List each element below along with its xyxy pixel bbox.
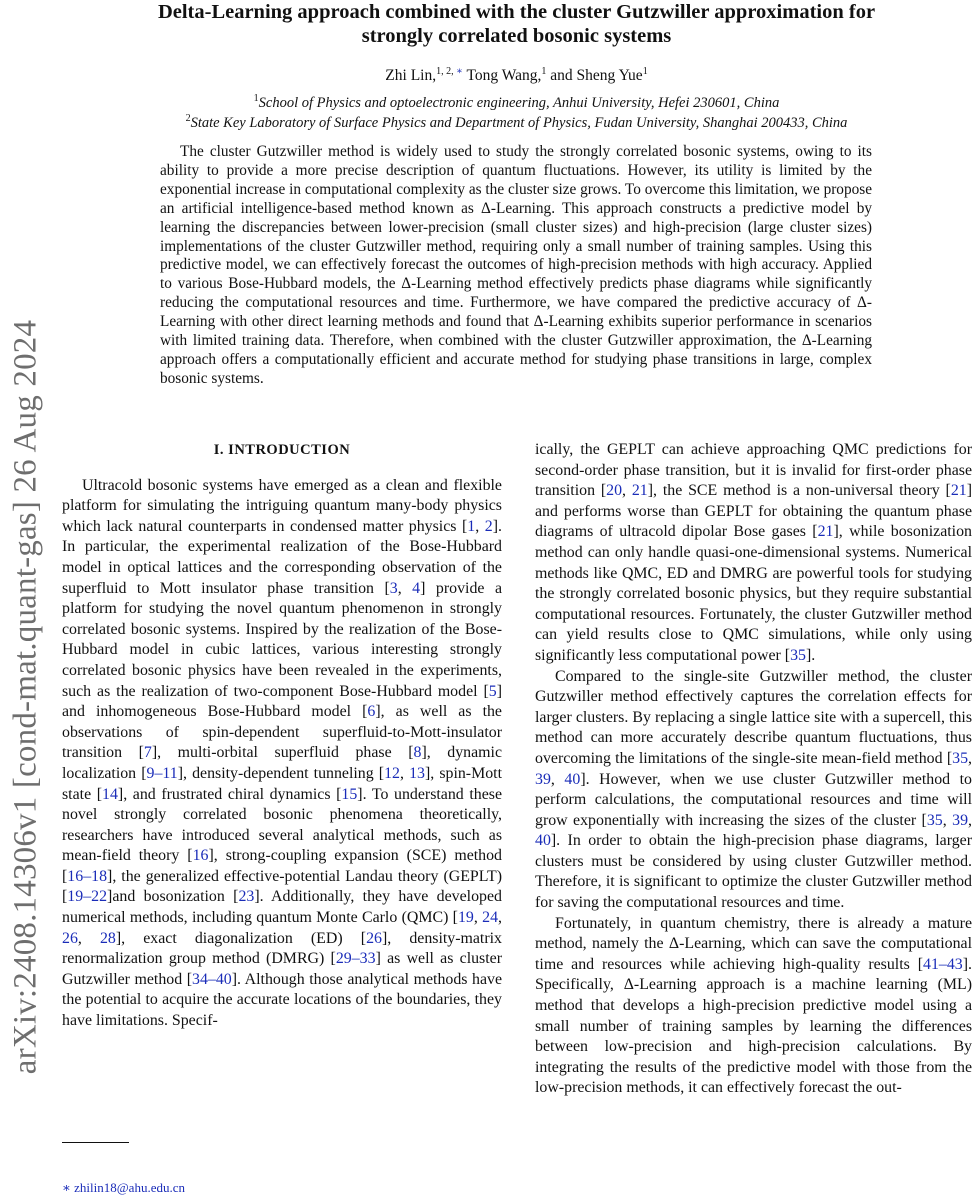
citation-link[interactable]: 5 [488,682,497,700]
citation-link[interactable]: 8 [413,744,422,762]
citation-link[interactable]: 21 [950,482,967,500]
citation-link[interactable]: 6 [367,703,376,721]
affiliation-2 [60,113,973,132]
citation-link[interactable]: 35 [790,646,806,664]
affiliation-2-number: 2 [185,113,191,124]
citation-link[interactable]: 40 [535,832,551,850]
citation-link[interactable]: 13 [409,764,425,782]
citation-link[interactable]: 20 [606,482,623,500]
footnote-star: ∗ [62,1180,71,1195]
affiliation-1 [60,93,973,112]
corresponding-author-mark[interactable]: ∗ [456,66,463,77]
citation-link[interactable]: 9–11 [146,764,178,782]
citation-link[interactable]: 34–40 [192,970,232,988]
citation-link[interactable]: 12 [384,764,400,782]
left-column [62,440,502,1032]
intro-paragraph-2: Compared to the single-site Gutzwiller method, the cluster Gutzwiller method effectively captures the correlation effects for larger clusters. By replacing a single lattice site with a supercell, this method can more accurately describe quantum fluctuations, thus overcoming the limitations of the single-site mean-field method [35, 39, 40]. However, when we use cluster Gutzwiller method to perform calculations, the computational resources and time will grow exponentially with increasing the sizes of the cluster [35, 39, 40]. In order to obtain the high-precision phase diagrams, larger clusters must be considered by using cluster Gutzwiller method. Therefore, it is significant to optimize the cluster Gutzwiller method for saving the computational resources and time. [535,667,972,912]
citation-link[interactable]: 4 [412,579,421,597]
paper-title-line-2: strongly correlated bosonic systems [361,25,672,47]
section-heading-introduction: I. INTRODUCTION [213,442,351,458]
citation-link[interactable]: 2 [484,517,493,535]
citation-link[interactable]: 28 [99,929,116,947]
affiliation-1-number: 1 [253,93,259,104]
author-1: Zhi Lin, [385,67,437,85]
citation-link[interactable]: 21 [817,523,834,541]
citation-link[interactable]: 15 [341,785,358,803]
intro-paragraph-3: Fortunately, in quantum chemistry, there is already a mature method, namely the Δ-Learning, which can save the computational time and resources while achieving high-quality results [41–43]. Specifically, Δ-Learning approach is a machine learning (ML) method that develops a high-precision predictive model using a small number of training samples by learning the differences between low-precision and high-precision calculations. By integrating the results of the predictive model with those from the low-precision methods, it can effectively forecast the out- [535,914,972,1097]
citation-link[interactable]: 24 [482,909,499,927]
citation-link[interactable]: 26 [366,929,382,947]
citation-link[interactable]: 19 [457,909,474,927]
citation-link[interactable]: 29–33 [335,950,376,968]
author-2-affiliations: 1 [541,66,547,77]
citation-link[interactable]: 16 [192,847,209,865]
citation-link[interactable]: 35 [926,811,943,829]
citation-link[interactable]: 14 [102,785,118,803]
citation-link[interactable]: 39 [952,811,969,829]
citation-link[interactable]: 26 [62,929,78,947]
arxiv-sidebar [0,197,57,1197]
citation-link[interactable]: 19–22 [67,888,108,906]
citation-link[interactable]: 7 [143,744,152,762]
citation-link[interactable]: 16–18 [67,867,108,885]
affiliation-1-text: School of Physics and optoelectronic engineering, Anhui University, Hefei 230601, China [258,94,780,111]
intro-paragraph-1: Ultracold bosonic systems have emerged as a clean and flexible platform for simulating the intriguing quantum many-body physics which lack natural counterparts in condensed matter physics [1, 2]. In particular, the experimental realization of the Bose-Hubbard model in optical lattices and the corresponding observation of the superfluid to Mott insulator phase transition [3, 4] provide a platform for studying the novel quantum phenomenon in strongly correlated bosonic systems. Inspired by the realization of the Bose-Hubbard model in cubic lattices, various interesting strongly correlated bosonic physics have been revealed in the experiments, such as the realization of two-component Bose-Hubbard model [5] and inhomogeneous Bose-Hubbard model [6], as well as the observations of spin-dependent superfluid-to-Mott-insulator transition [7], multi-orbital superfluid phase [8], dynamic localization [9–11], density-dependent tunneling [12, 13], spin-Mott state [14], and frustrated chiral dynamics [15]. To understand these novel strongly correlated bosonic phenomena theoretically, researchers have introduced several analytical methods, such as mean-field theory [16], strong-coupling expansion (SCE) method [16–18], the generalized effective-potential Landau theory (GEPLT) [19–22]and bosonization [23]. Additionally, they have developed numerical methods, including quantum Monte Carlo (QMC) [19, 24, 26, 28], exact diagonalization (ED) [26], density-matrix renormalization group method (DMRG) [29–33] as well as cluster Gutzwiller method [34–40]. Although those analytical methods have the potential to acquire the accurate locations of the boundaries, they have limitations. Specif- [62,476,503,1030]
citation-link[interactable]: 23 [238,888,255,906]
paper-title [60,0,973,48]
author-2: Tong Wang, [466,67,542,85]
citation-link[interactable]: 41–43 [923,955,963,973]
footnote-divider [62,1142,129,1143]
abstract: The cluster Gutzwiller method is widely used to study the strongly correlated bosonic systems, owing to its ability to provide a more precise description of quantum fluctuations. However, its utility is limited by the exponential increase in computational complexity as the cluster size grows. To overcome this limitation, we propose an artificial intelligence-based method known as Δ-Learning. This approach constructs a predictive model by learning the discrepancies between lower-precision (small cluster sizes) and high-precision (large cluster sizes) implementations of the cluster Gutzwiller method, requiring only a small number of training samples. Using this predictive model, we can effectively forecast the outcomes of high-precision methods with high accuracy. Applied to various Bose-Hubbard models, the Δ-Learning method effectively predicts phase diagrams while significantly reducing the computational resources and time. Furthermore, we have compared the predictive accuracy of Δ-Learning with other direct learning methods and found that Δ-Learning exhibits superior performance in scenarios with limited training data. Therefore, when combined with the cluster Gutzwiller approximation, the Δ-Learning approach offers a computationally efficient and accurate method for studying phase transitions in large, complex bosonic systems. [160,143,872,387]
footnote [62,1180,185,1196]
arxiv-identifier: arXiv:2408.14306v1 [cond-mat.quant-gas] 26 Aug 2024 [7,319,44,1075]
affiliation-2-text: State Key Laboratory of Surface Physics and Department of Physics, Fudan University, Shanghai 200433, China [190,114,848,131]
paper-title-line-1: Delta-Learning approach combined with the cluster Gutzwiller approximation for [157,1,876,23]
citation-link[interactable]: 1 [467,517,476,535]
citation-link[interactable]: 21 [631,482,648,500]
citation-link[interactable]: 3 [389,579,398,597]
citation-link[interactable]: 39 [535,770,551,788]
author-3-affiliations: 1 [642,66,648,77]
author-3: and Sheng Yue [550,67,643,85]
author-email-link[interactable]: zhilin18@ahu.edu.cn [74,1180,185,1195]
intro-paragraph-continued: ically, the GEPLT can achieve approaching QMC predictions for second-order phase transition, but it is invalid for first-order phase transition [20, 21], the SCE method is a non-universal theory [21] and performs worse than GEPLT for obtaining the quantum phase diagrams of ultracold dipolar Bose gases [21], while bosonization method can only handle quasi-one-dimensional systems. Numerical methods like QMC, ED and DMRG are powerful tools for studying the strongly correlated bosonic physics, but they require substantial computational resources. Fortunately, the cluster Gutzwiller method can yield results close to QMC simulations, while only using significantly less computational power [35]. [535,441,972,664]
author-list [60,66,973,85]
author-1-affiliations: 1, 2, ∗ [436,66,463,77]
citation-link[interactable]: 35 [952,749,969,767]
citation-link[interactable]: 40 [564,770,581,788]
right-column [535,440,972,1099]
